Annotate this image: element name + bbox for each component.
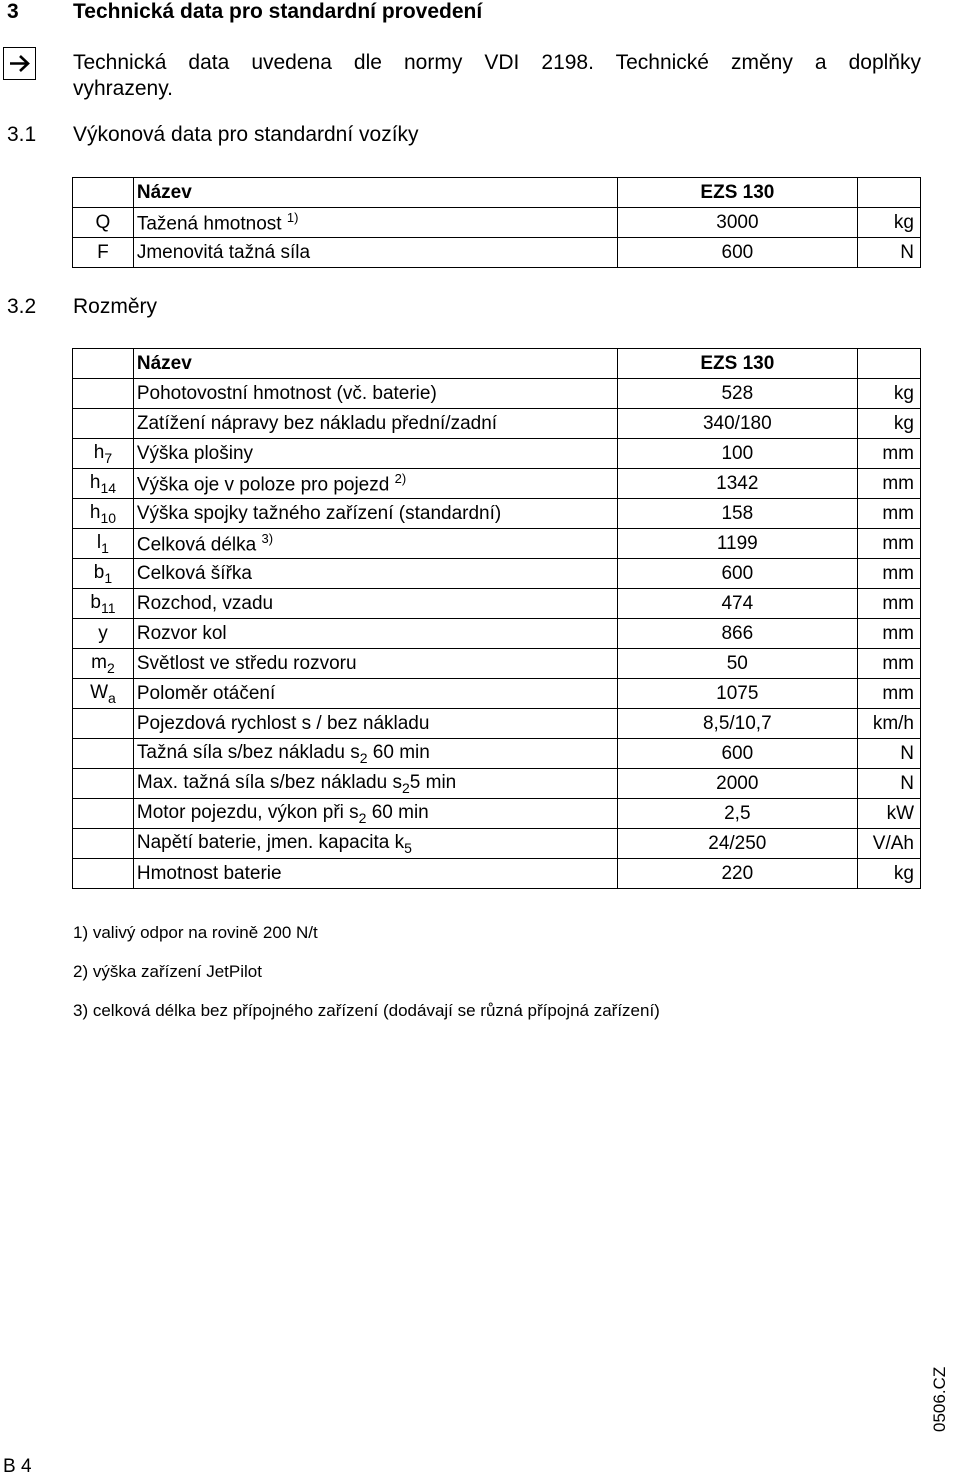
header-name-cell: Název	[133, 349, 617, 379]
table-row	[73, 529, 921, 559]
section-31-title: Výkonová data pro standardní vozíky	[73, 123, 419, 146]
page-number: B 4	[3, 1456, 32, 1477]
symbol-cell	[73, 859, 134, 889]
table-row	[73, 238, 921, 268]
name-subscript: 5	[404, 839, 412, 856]
unit-cell: mm	[858, 649, 921, 679]
value-cell: 220	[617, 859, 857, 889]
value-cell: 158	[617, 499, 857, 529]
symbol-cell: $m_2$	[73, 649, 134, 679]
table-row	[73, 739, 921, 769]
table-row	[73, 559, 921, 589]
performance-table	[72, 177, 921, 268]
table-row	[73, 649, 921, 679]
unit-cell: mm	[858, 559, 921, 589]
value-cell: 8,5/10,7	[617, 709, 857, 739]
value-cell: 1342	[617, 469, 857, 499]
header-value-cell: EZS 130	[617, 178, 857, 208]
name-subscript: 2	[358, 809, 367, 826]
name-cell: Celková délka $^{3)}$	[133, 529, 617, 559]
table-row	[73, 499, 921, 529]
footnote-3: 3) celková délka bez přípojného zařízení (dodávají se různá přípojná zařízení)	[73, 1001, 660, 1020]
name-cell: Jmenovitá tažná síla	[133, 238, 617, 268]
symbol-cell: $l_1$	[73, 529, 134, 559]
unit-cell: mm	[858, 589, 921, 619]
footnote-ref: 3)	[261, 530, 274, 546]
symbol-cell: $h_{10}$	[73, 499, 134, 529]
section-32-number: 3.2	[7, 295, 37, 318]
table-row	[73, 589, 921, 619]
symbol-subscript: 1	[101, 539, 109, 556]
symbol-cell: F	[73, 238, 134, 268]
symbol-cell	[73, 769, 134, 799]
table-row	[73, 829, 921, 859]
symbol-subscript: 14	[100, 479, 117, 496]
symbol-cell	[73, 709, 134, 739]
name-cell: Motor pojezdu, výkon při $s_2$ 60 min	[133, 799, 617, 829]
table-row	[73, 619, 921, 649]
symbol-subscript: a	[108, 689, 116, 706]
name-cell: Rozvor kol	[133, 619, 617, 649]
footnote-ref: 1)	[286, 209, 299, 225]
value-cell: 600	[617, 559, 857, 589]
value-cell: 1199	[617, 529, 857, 559]
unit-cell: mm	[858, 439, 921, 469]
section-3-title: Technická data pro standardní provedení	[73, 0, 483, 23]
value-cell: 340/180	[617, 409, 857, 439]
name-cell: Pohotovostní hmotnost (vč. baterie)	[133, 379, 617, 409]
unit-cell: kW	[858, 799, 921, 829]
value-cell: 24/250	[617, 829, 857, 859]
dimensions-table	[72, 348, 921, 889]
name-cell: Hmotnost baterie	[133, 859, 617, 889]
name-cell: Výška plošiny	[133, 439, 617, 469]
document-code: 0506.CZ	[930, 1366, 949, 1432]
symbol-cell	[73, 739, 134, 769]
symbol-cell: y	[73, 619, 134, 649]
value-cell: 3000	[617, 208, 857, 238]
name-cell: Světlost ve středu rozvoru	[133, 649, 617, 679]
unit-cell: N	[858, 769, 921, 799]
name-cell: Napětí baterie, jmen. kapacita $k_5$	[133, 829, 617, 859]
symbol-cell: $h_7$	[73, 439, 134, 469]
unit-cell: mm	[858, 529, 921, 559]
table-row	[73, 859, 921, 889]
header-name-cell: Název	[133, 178, 617, 208]
table-cell	[73, 178, 134, 208]
table-row	[73, 799, 921, 829]
value-cell: 2000	[617, 769, 857, 799]
symbol-subscript: 2	[106, 659, 115, 676]
unit-cell: V/Ah	[858, 829, 921, 859]
unit-cell: kg	[858, 379, 921, 409]
value-cell: 600	[617, 739, 857, 769]
table-row	[73, 208, 921, 238]
name-cell: Tažená hmotnost $^{1)}$	[133, 208, 617, 238]
note-line-1: Technická data uvedena dle normy VDI 2198. Technické změny a doplňky	[73, 51, 921, 74]
unit-cell: mm	[858, 499, 921, 529]
symbol-cell	[73, 379, 134, 409]
symbol-cell: $b_1$	[73, 559, 134, 589]
footnote-2: 2) výška zařízení JetPilot	[73, 962, 262, 981]
unit-cell: mm	[858, 679, 921, 709]
name-cell: Poloměr otáčení	[133, 679, 617, 709]
table-cell	[73, 349, 134, 379]
symbol-cell: $h_{14}$	[73, 469, 134, 499]
header-value-cell: EZS 130	[617, 349, 857, 379]
name-cell: Výška oje v poloze pro pojezd $^{2)}$	[133, 469, 617, 499]
unit-cell: km/h	[858, 709, 921, 739]
note-line-2: vyhrazeny.	[73, 77, 173, 100]
name-cell: Celková šířka	[133, 559, 617, 589]
name-cell: Rozchod, vzadu	[133, 589, 617, 619]
table-row	[73, 409, 921, 439]
table-row	[73, 769, 921, 799]
symbol-cell: $W_a$	[73, 679, 134, 709]
symbol-subscript: 10	[100, 509, 117, 526]
table-row	[73, 709, 921, 739]
unit-cell: mm	[858, 619, 921, 649]
unit-cell: kg	[858, 208, 921, 238]
table-row	[73, 469, 921, 499]
symbol-cell: $b_{11}$	[73, 589, 134, 619]
name-cell: Tažná síla s/bez nákladu $s_2$ 60 min	[133, 739, 617, 769]
value-cell: 1075	[617, 679, 857, 709]
value-cell: 100	[617, 439, 857, 469]
performance-header-row	[73, 178, 921, 208]
value-cell: 474	[617, 589, 857, 619]
section-31-number: 3.1	[7, 123, 37, 146]
table-row	[73, 379, 921, 409]
name-cell: Zatížení nápravy bez nákladu přední/zadní	[133, 409, 617, 439]
unit-cell: N	[858, 238, 921, 268]
dimensions-header-row	[73, 349, 921, 379]
value-cell: 528	[617, 379, 857, 409]
name-cell: Pojezdová rychlost s / bez nákladu	[133, 709, 617, 739]
symbol-cell	[73, 829, 134, 859]
name-subscript: 2	[359, 749, 368, 766]
section-32-title: Rozměry	[73, 295, 158, 318]
name-subscript: 2	[401, 779, 410, 796]
value-cell: 50	[617, 649, 857, 679]
symbol-cell: Q	[73, 208, 134, 238]
unit-cell: kg	[858, 859, 921, 889]
unit-cell: N	[858, 739, 921, 769]
table-row	[73, 679, 921, 709]
name-cell: Max. tažná síla s/bez nákladu $s_25$ min	[133, 769, 617, 799]
section-3-number: 3	[7, 0, 19, 23]
footnote-ref: 2)	[394, 470, 407, 486]
value-cell: 600	[617, 238, 857, 268]
arrow-right-icon	[3, 47, 36, 80]
unit-cell: kg	[858, 409, 921, 439]
symbol-subscript: 11	[100, 599, 116, 616]
table-cell	[858, 349, 921, 379]
table-row	[73, 439, 921, 469]
name-cell: Výška spojky tažného zařízení (standardní)	[133, 499, 617, 529]
value-cell: 866	[617, 619, 857, 649]
footnote-1: 1) valivý odpor na rovině 200 N/t	[73, 923, 318, 942]
unit-cell: mm	[858, 469, 921, 499]
table-cell	[858, 178, 921, 208]
symbol-cell	[73, 799, 134, 829]
symbol-subscript: 7	[104, 449, 113, 466]
symbol-subscript: 1	[104, 569, 113, 586]
value-cell: 2,5	[617, 799, 857, 829]
symbol-cell	[73, 409, 134, 439]
